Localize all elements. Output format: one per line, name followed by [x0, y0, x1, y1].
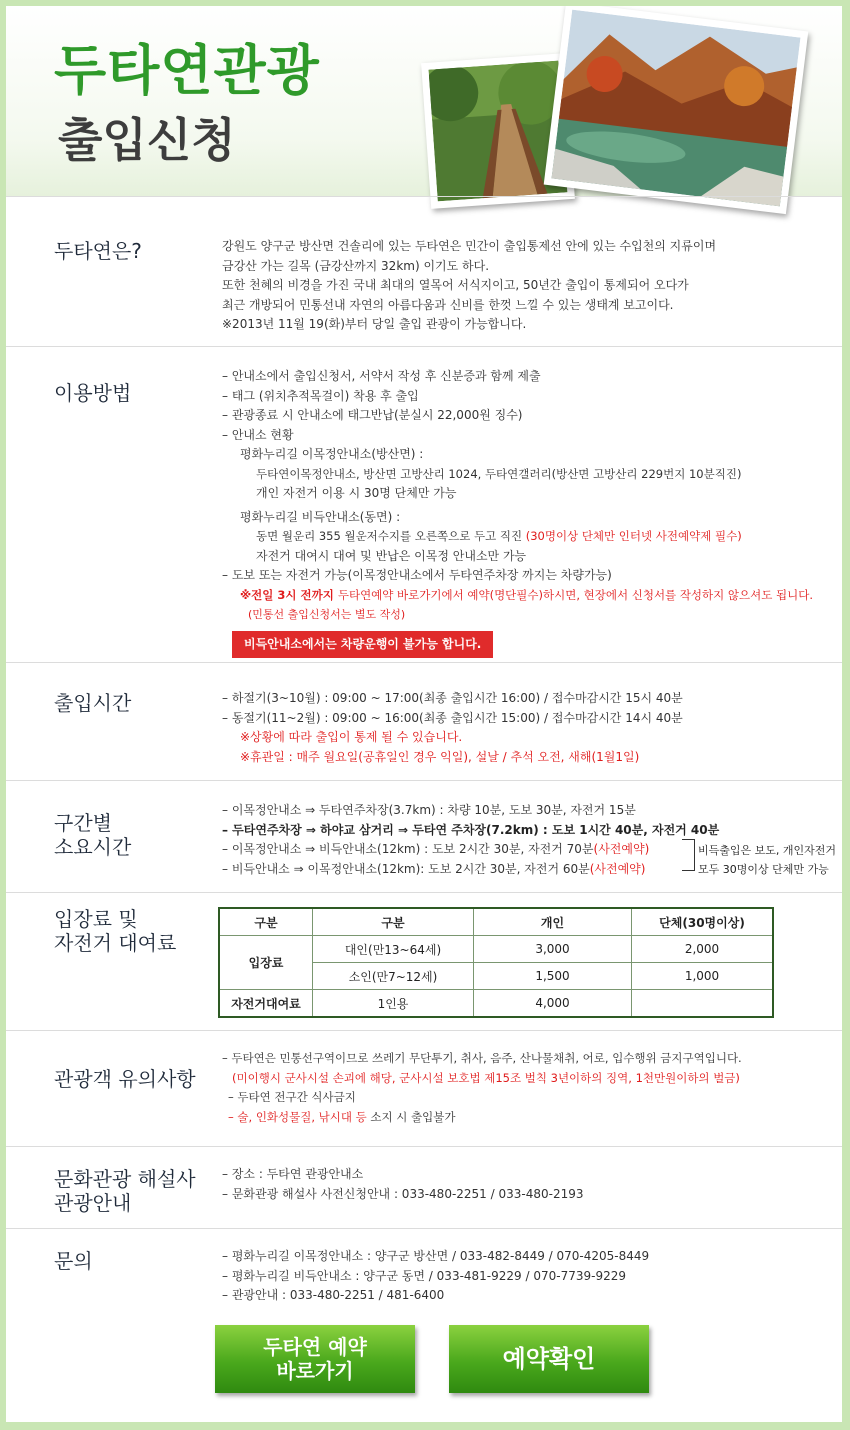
fee-heading-line: 입장료 및 — [54, 907, 138, 931]
caution-text — [222, 1049, 742, 1127]
guide-line: – 장소 : 두타연 관광안내소 — [222, 1167, 364, 1181]
usage-line: – 안내소 현황 — [222, 427, 294, 442]
section-heading-hours: 출입시간 — [54, 691, 132, 715]
page-frame — [6, 6, 842, 1422]
duration-text-span: – 비득안내소 ⇒ 이목정안내소(12km): 도보 2시간 30분, 자전거 60분 — [222, 861, 590, 876]
table-header-cell: 단체(30명이상) — [632, 908, 774, 936]
section-heading-guide — [54, 1167, 196, 1215]
usage-text-span: 동면 월운리 355 월운저수지를 오른쪽으로 두고 직진 — [256, 529, 526, 543]
hours-red-note: ※휴관일 : 매주 월요일(공휴일인 경우 익일), 설날 / 추석 오전, 새해(1월1일) — [240, 749, 640, 764]
table-cell: 2,000 — [632, 936, 774, 963]
guide-line: – 문화관광 해설사 사전신청안내 : 033-480-2251 / 033-480-2193 — [222, 1186, 584, 1201]
table-cell: 소인(만7~12세) — [313, 963, 474, 990]
hours-text — [222, 689, 683, 767]
usage-red-note: (민통선 출입신청서는 별도 작성) — [248, 608, 406, 621]
duration-section — [6, 780, 842, 893]
table-cell — [632, 990, 774, 1018]
duration-line — [222, 840, 719, 860]
reserve-shortcut-button[interactable] — [215, 1325, 415, 1393]
caution-line: – 두타연은 민통선구역이므로 쓰레기 무단투기, 취사, 음주, 산나물채취, 어로, 입수행위 금지구역입니다. — [222, 1051, 742, 1065]
confirm-button-label: 예약확인 — [502, 1345, 596, 1373]
duration-text — [222, 801, 719, 879]
intro-line: 최근 개방되어 민통선내 자연의 아름다움과 신비를 한껏 느낄 수 있는 생태계 보고이다. — [222, 297, 674, 312]
fee-section — [6, 892, 842, 1031]
bracket-line — [682, 839, 695, 871]
contact-text — [222, 1247, 649, 1306]
hours-section — [6, 662, 842, 781]
section-heading-duration — [54, 811, 131, 859]
fee-heading-line: 자전거 대여료 — [54, 931, 177, 955]
page-subtitle: 출입신청 — [58, 113, 236, 167]
table-cell: 1,500 — [474, 963, 632, 990]
usage-line: – 태그 (위치추적목걸이) 착용 후 출입 — [222, 388, 419, 403]
contact-line: – 평화누리길 이목정안내소 : 양구군 방산면 / 033-482-8449 / 070-4205-8449 — [222, 1249, 650, 1263]
guide-heading-line: 문화관광 해설사 — [54, 1167, 196, 1191]
usage-line: 평화누리길 이목정안내소(방산면) : — [240, 447, 424, 461]
caution-red-note: (미이행시 군사시설 손괴에 해당, 군사시설 보호법 제15조 벌칙 3년이하의 징역, 1천만원이하의 벌금) — [232, 1070, 740, 1085]
table-row — [219, 936, 773, 963]
table-header-cell: 구분 — [219, 908, 313, 936]
guide-section — [6, 1146, 842, 1229]
table-cell: 1인용 — [313, 990, 474, 1018]
caution-section — [6, 1030, 842, 1147]
caution-line: – 두타연 전구간 식사금지 — [228, 1090, 356, 1104]
usage-text — [222, 367, 813, 658]
guide-heading-line: 관광안내 — [54, 1191, 132, 1215]
reservation-check-button[interactable] — [449, 1325, 649, 1393]
caution-red-note: – 술, 인화성물질, 낚시대 등 — [228, 1109, 367, 1124]
reserve-button-label: 두타연 예약 — [263, 1335, 367, 1359]
fee-table — [218, 907, 774, 1018]
contact-line: – 평화누리길 비득안내소 : 양구군 동면 / 033-481-9229 / 070-7739-9229 — [222, 1268, 626, 1283]
usage-line: – 안내소에서 출입신청서, 서약서 작성 후 신분증과 함께 제출 — [222, 369, 541, 383]
duration-line: – 두타연주차장 ⇒ 하야교 삼거리 ⇒ 두타연 주차장(7.2km) : 도보 1시간 40분, 자전거 40분 — [222, 822, 720, 837]
table-cell: 3,000 — [474, 936, 632, 963]
duration-note-line: 비득출입은 보도, 개인자전거 — [698, 844, 837, 857]
intro-section — [6, 196, 842, 347]
section-heading-usage: 이용방법 — [54, 381, 132, 405]
contact-section — [6, 1228, 842, 1422]
hours-line: – 동절기(11~2월) : 09:00 ~ 16:00(최종 출입시간 15:00) / 접수마감시간 14시 40분 — [222, 710, 683, 725]
caution-line — [222, 1108, 742, 1128]
table-cell: 4,000 — [474, 990, 632, 1018]
caution-text-span: 소지 시 출입불가 — [366, 1109, 456, 1124]
hours-red-note: ※상황에 따라 출입이 통제 될 수 있습니다. — [240, 730, 463, 744]
table-cell: 대인(만13~64세) — [313, 936, 474, 963]
table-header-row — [219, 908, 773, 936]
usage-line: – 도보 또는 자전거 가능(이목정안내소에서 두타연주차장 까지는 차량가능) — [222, 568, 612, 582]
usage-line — [222, 527, 813, 547]
hours-line: – 하절기(3~10월) : 09:00 ~ 17:00(최종 출입시간 16:00) / 접수마감시간 15시 40분 — [222, 691, 683, 705]
usage-line: – 관광종료 시 안내소에 태그반납(분실시 22,000원 징수) — [222, 408, 523, 422]
usage-line — [222, 586, 813, 606]
intro-line: ※2013년 11월 19(화)부터 당일 출입 관광이 가능합니다. — [222, 317, 527, 331]
duration-heading-line: 소요시간 — [54, 835, 132, 859]
table-row — [219, 990, 773, 1018]
usage-red-bold: ※전일 3시 전까지 — [240, 587, 338, 602]
page-title: 두타연관광 — [54, 39, 320, 102]
section-heading-contact: 문의 — [54, 1249, 93, 1273]
duration-red-note: (사전예약) — [593, 842, 650, 856]
intro-line: 금강산 가는 길목 (금강산까지 32km) 이기도 하다. — [222, 258, 490, 273]
duration-line: – 이목정안내소 ⇒ 두타연주차장(3.7km) : 차량 10분, 도보 30분, 자전거 15분 — [222, 803, 636, 817]
duration-line — [222, 860, 719, 880]
reserve-button-label: 바로가기 — [276, 1359, 354, 1383]
usage-red-note: 두타연예약 바로가기에서 예약(명단필수)하시면, 현장에서 신청서를 작성하지 않으셔도 됩니다. — [337, 587, 813, 602]
usage-line: 개인 자전거 이용 시 30명 단체만 가능 — [256, 486, 457, 500]
usage-line: 자전거 대여시 대여 및 반납은 이목정 안내소만 가능 — [256, 548, 527, 563]
header-banner — [6, 6, 842, 196]
valley-river-photo — [544, 6, 809, 214]
usage-red-note: (30명이상 단체만 인터넷 사전예약제 필수) — [525, 529, 742, 543]
intro-line: 또한 천혜의 비경을 가진 국내 최대의 열목어 서식지이고, 50년간 출입이 통제되어 오다가 — [222, 278, 689, 292]
intro-text — [222, 237, 716, 335]
section-heading-intro: 두타연은? — [54, 239, 142, 263]
contact-line: – 관광안내 : 033-480-2251 / 481-6400 — [222, 1288, 445, 1302]
duration-heading-line: 구간별 — [54, 811, 112, 835]
guide-text — [222, 1165, 584, 1204]
table-header-cell: 구분 — [313, 908, 474, 936]
table-cell: 1,000 — [632, 963, 774, 990]
usage-line: 두타연이목정안내소, 방산면 고방산리 1024, 두타연갤러리(방산면 고방산리 229번지 10분직진) — [256, 466, 742, 481]
table-cell: 자전거대여료 — [219, 990, 313, 1018]
table-header-cell: 개인 — [474, 908, 632, 936]
vehicle-notice-badge: 비득안내소에서는 차량운행이 불가능 합니다. — [232, 631, 493, 659]
duration-side-note — [698, 841, 836, 879]
usage-line: 평화누리길 비득안내소(동면) : — [240, 509, 401, 524]
section-heading-caution: 관광객 유의사항 — [54, 1067, 196, 1091]
section-heading-fee — [54, 907, 176, 955]
table-cell: 입장료 — [219, 936, 313, 990]
duration-note-line: 모두 30명이상 단체만 가능 — [698, 863, 829, 876]
duration-text-span: – 이목정안내소 ⇒ 비득안내소(12km) : 도보 2시간 30분, 자전거 70분 — [222, 842, 594, 856]
intro-line: 강원도 양구군 방산면 건솔리에 있는 두타연은 민간이 출입통제선 안에 있는 수입천의 지류이며 — [222, 239, 717, 253]
duration-red-note: (사전예약) — [589, 861, 646, 876]
usage-section — [6, 346, 842, 663]
